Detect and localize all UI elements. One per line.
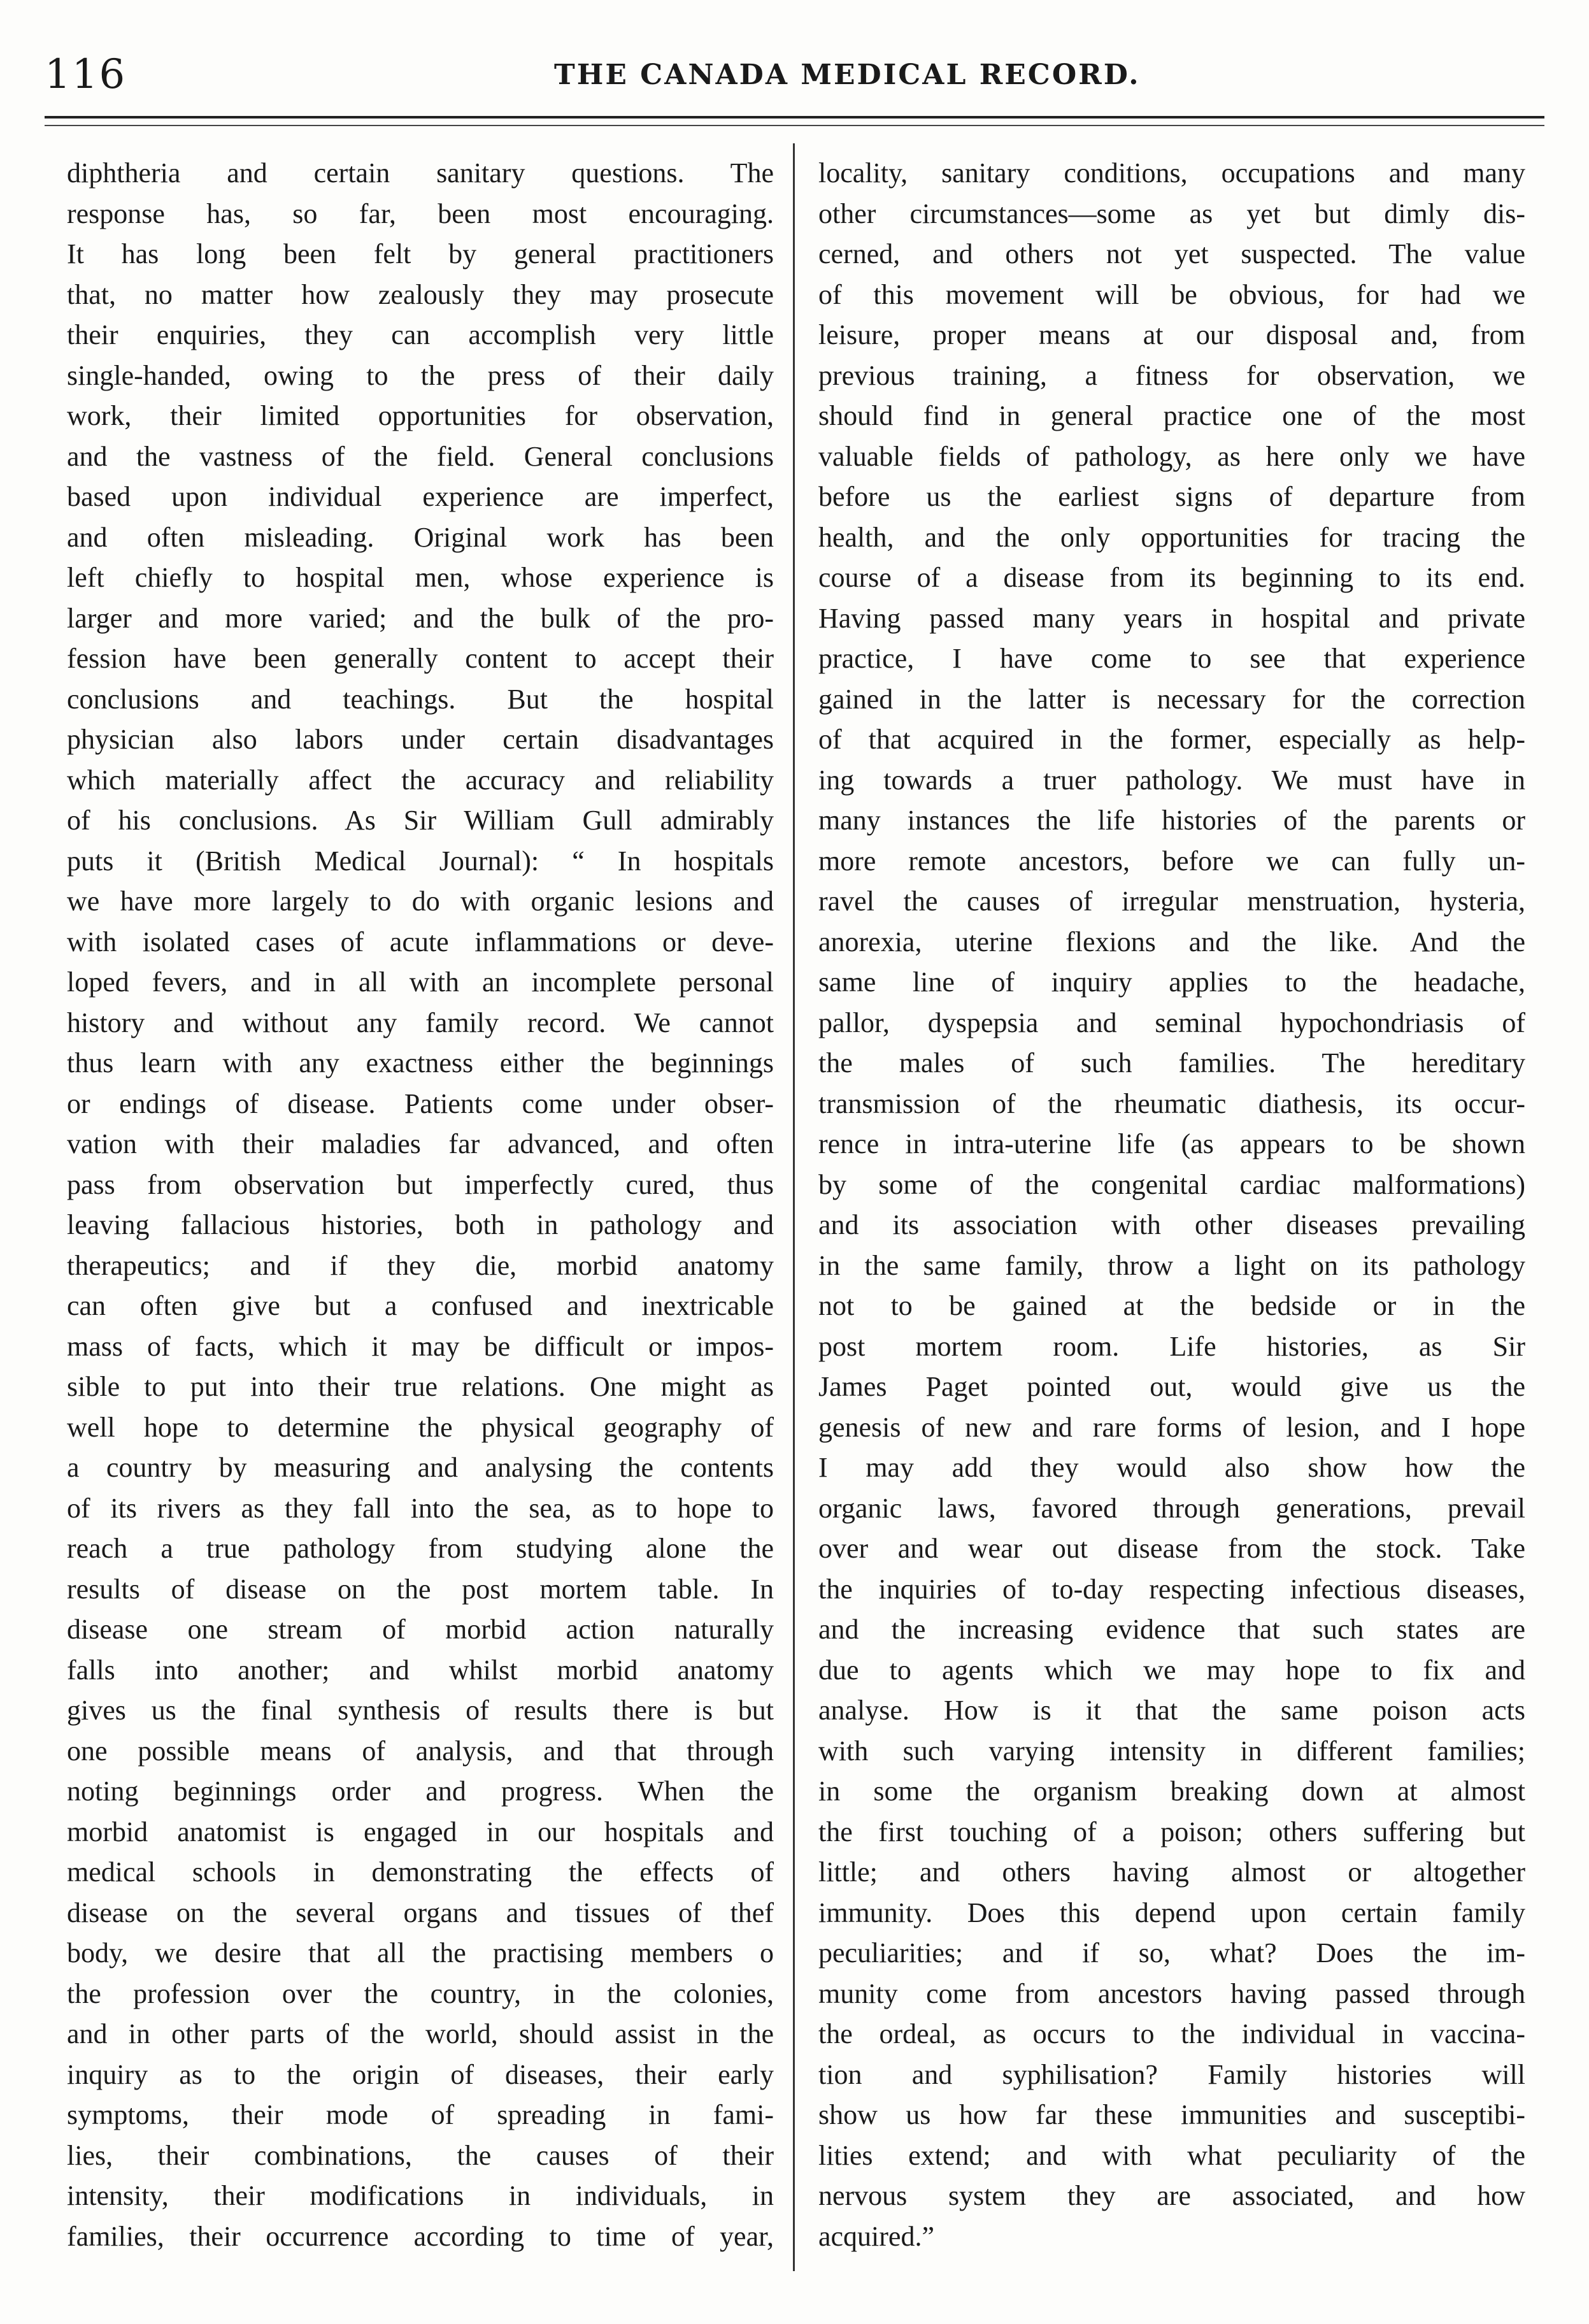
text-line: Having passed many years in hospital and private bbox=[818, 602, 1525, 634]
text-line: acquired.” bbox=[818, 2220, 934, 2252]
text-line: which materially affect the accuracy and reliability bbox=[67, 764, 774, 796]
text-line: due to agents which we may hope to fix and bbox=[818, 1654, 1525, 1686]
text-line: James Paget pointed out, would give us the bbox=[818, 1371, 1525, 1402]
text-line: many instances the life histories of the parents or bbox=[818, 805, 1525, 836]
text-line: loped fevers, and in all with an incomplete personal bbox=[67, 966, 774, 998]
text-line: noting beginnings order and progress. When the bbox=[67, 1775, 774, 1807]
text-line: therapeutics; and if they die, morbid anatomy bbox=[67, 1249, 774, 1281]
text-line: health, and the only opportunities for tracing the bbox=[818, 521, 1525, 553]
text-line: well hope to determine the physical geography of bbox=[67, 1411, 774, 1443]
text-line: families, their occurrence according to time of year, bbox=[67, 2220, 774, 2252]
text-line: history and without any family record. We cannot bbox=[67, 1007, 774, 1038]
text-line: course of a disease from its beginning to its end. bbox=[818, 562, 1525, 593]
text-line: a country by measuring and analysing the contents bbox=[67, 1452, 774, 1483]
text-line: little; and others having almost or altogether bbox=[818, 1856, 1525, 1888]
text-line: rence in intra-uterine life (as appears to be shown bbox=[818, 1128, 1525, 1159]
text-line: cerned, and others not yet suspected. The value bbox=[818, 238, 1525, 269]
text-line: diphtheria and certain sanitary questions. The bbox=[67, 157, 774, 189]
text-line: or endings of disease. Patients come under obser- bbox=[67, 1087, 774, 1119]
text-line: leaving fallacious histories, both in pathology and bbox=[67, 1209, 774, 1240]
text-line: conclusions and teachings. But the hospital bbox=[67, 683, 774, 715]
text-line: that, no matter how zealously they may prosecute bbox=[67, 278, 774, 310]
text-line: leisure, proper means at our disposal and, from bbox=[818, 319, 1525, 350]
text-line: sible to put into their true relations. One might as bbox=[67, 1371, 774, 1402]
text-line: show us how far these immunities and susceptibi- bbox=[818, 2099, 1525, 2130]
text-line: with isolated cases of acute inflammations or deve- bbox=[67, 926, 774, 958]
text-line: with such varying intensity in different families; bbox=[818, 1735, 1525, 1767]
text-line: post mortem room. Life histories, as Sir bbox=[818, 1330, 1525, 1362]
text-line: falls into another; and whilst morbid anatomy bbox=[67, 1654, 774, 1686]
text-line: and often misleading. Original work has been bbox=[67, 521, 774, 553]
text-line: valuable fields of pathology, as here only we have bbox=[818, 440, 1525, 472]
text-line: can often give but a confused and inextricable bbox=[67, 1290, 774, 1321]
text-line: morbid anatomist is engaged in our hospitals and bbox=[67, 1816, 774, 1847]
text-line: should find in general practice one of the most bbox=[818, 400, 1525, 431]
text-line: physician also labors under certain disadvantages bbox=[67, 724, 774, 755]
text-line: practice, I have come to see that experience bbox=[818, 643, 1525, 674]
text-line: ing towards a truer pathology. We must have in bbox=[818, 764, 1525, 796]
text-line: lies, their combinations, the causes of their bbox=[67, 2139, 774, 2171]
text-line: organic laws, favored through generations, prevail bbox=[818, 1492, 1525, 1524]
text-line: the profession over the country, in the colonies, bbox=[67, 1977, 774, 2009]
text-line: locality, sanitary conditions, occupations and many bbox=[818, 157, 1525, 189]
text-line: medical schools in demonstrating the effects of bbox=[67, 1856, 774, 1888]
text-line: fession have been generally content to accept their bbox=[67, 643, 774, 674]
text-line: thus learn with any exactness either the beginnings bbox=[67, 1047, 774, 1079]
text-line: over and wear out disease from the stock. Take bbox=[818, 1533, 1525, 1564]
text-line: disease one stream of morbid action naturally bbox=[67, 1614, 774, 1645]
text-line: transmission of the rheumatic diathesis, its occur- bbox=[818, 1087, 1525, 1119]
text-line: single-handed, owing to the press of their daily bbox=[67, 359, 774, 391]
article-body bbox=[67, 153, 1525, 2268]
text-line: genesis of new and rare forms of lesion, and I hope bbox=[818, 1411, 1525, 1443]
text-line: peculiarities; and if so, what? Does the im- bbox=[818, 1937, 1525, 1969]
text-line: anorexia, uterine flexions and the like. And the bbox=[818, 926, 1525, 958]
text-line: lities extend; and with what peculiarity of the bbox=[818, 2139, 1525, 2171]
text-line: before us the earliest signs of departure from bbox=[818, 481, 1525, 512]
text-line: response has, so far, been most encouraging. bbox=[67, 197, 774, 229]
text-line: of that acquired in the former, especially as help- bbox=[818, 724, 1525, 755]
text-line: work, their limited opportunities for observation, bbox=[67, 400, 774, 431]
text-line: nervous system they are associated, and how bbox=[818, 2180, 1525, 2211]
page-number: 116 bbox=[45, 51, 127, 98]
text-line: vation with their maladies far advanced, and often bbox=[67, 1128, 774, 1159]
page-header bbox=[45, 51, 1544, 108]
header-rule bbox=[45, 116, 1544, 118]
text-line: same line of inquiry applies to the headache, bbox=[818, 966, 1525, 998]
text-line: ravel the causes of irregular menstruation, hysteria, bbox=[818, 886, 1525, 917]
text-line: previous training, a fitness for observation, we bbox=[818, 359, 1525, 391]
text-line: results of disease on the post mortem table. In bbox=[67, 1573, 774, 1605]
text-line: gives us the final synthesis of results there is but bbox=[67, 1695, 774, 1726]
right-column bbox=[818, 153, 1525, 2268]
text-line: one possible means of analysis, and that through bbox=[67, 1735, 774, 1767]
text-line: pallor, dyspepsia and seminal hypochondriasis of bbox=[818, 1007, 1525, 1038]
text-line: other circumstances—some as yet but dimly dis- bbox=[818, 197, 1525, 229]
text-line: the ordeal, as occurs to the individual in vaccina- bbox=[818, 2018, 1525, 2049]
text-line: of its rivers as they fall into the sea, as to hope to bbox=[67, 1492, 774, 1524]
text-line: gained in the latter is necessary for the correction bbox=[818, 683, 1525, 715]
text-line: and the vastness of the field. General conclusions bbox=[67, 440, 774, 472]
text-line: immunity. Does this depend upon certain family bbox=[818, 1897, 1525, 1928]
text-line: the first touching of a poison; others suffering but bbox=[818, 1816, 1525, 1847]
text-line: in the same family, throw a light on its pathology bbox=[818, 1249, 1525, 1281]
text-line: tion and syphilisation? Family histories will bbox=[818, 2058, 1525, 2090]
text-line: by some of the congenital cardiac malformations) bbox=[818, 1168, 1525, 1200]
text-line: of his conclusions. As Sir William Gull admirably bbox=[67, 805, 774, 836]
text-line: left chiefly to hospital men, whose experience is bbox=[67, 562, 774, 593]
text-line: puts it (British Medical Journal): “ In hospitals bbox=[67, 845, 774, 877]
text-line: not to be gained at the bedside or in the bbox=[818, 1290, 1525, 1321]
text-line: pass from observation but imperfectly cured, thus bbox=[67, 1168, 774, 1200]
text-line: of this movement will be obvious, for had we bbox=[818, 278, 1525, 310]
text-line: the inquiries of to-day respecting infectious diseases, bbox=[818, 1573, 1525, 1605]
text-line: more remote ancestors, before we can fully un- bbox=[818, 845, 1525, 877]
text-line: in some the organism breaking down at almost bbox=[818, 1775, 1525, 1807]
text-line: larger and more varied; and the bulk of the pro- bbox=[67, 602, 774, 634]
text-line: their enquiries, they can accomplish very little bbox=[67, 319, 774, 350]
text-line: mass of facts, which it may be difficult or impos- bbox=[67, 1330, 774, 1362]
text-line: I may add they would also show how the bbox=[818, 1452, 1525, 1483]
journal-title: THE CANADA MEDICAL RECORD. bbox=[554, 59, 1141, 91]
text-line: symptoms, their mode of spreading in fami- bbox=[67, 2099, 774, 2130]
text-line: reach a true pathology from studying alone the bbox=[67, 1533, 774, 1564]
text-line: based upon individual experience are imperfect, bbox=[67, 481, 774, 512]
text-line: and in other parts of the world, should assist in the bbox=[67, 2018, 774, 2049]
text-line: and its association with other diseases prevailing bbox=[818, 1209, 1525, 1240]
text-line: disease on the several organs and tissues of thef bbox=[67, 1897, 774, 1928]
text-line: intensity, their modifications in individuals, in bbox=[67, 2180, 774, 2211]
text-line: It has long been felt by general practitioners bbox=[67, 238, 774, 269]
text-line: the males of such families. The hereditary bbox=[818, 1047, 1525, 1079]
text-line: analyse. How is it that the same poison acts bbox=[818, 1695, 1525, 1726]
text-line: munity come from ancestors having passed through bbox=[818, 1977, 1525, 2009]
header-rule-secondary bbox=[45, 125, 1544, 126]
text-line: inquiry as to the origin of diseases, their early bbox=[67, 2058, 774, 2090]
text-line: and the increasing evidence that such states are bbox=[818, 1614, 1525, 1645]
left-column bbox=[67, 153, 774, 2268]
text-line: body, we desire that all the practising members o bbox=[67, 1937, 774, 1969]
text-line: we have more largely to do with organic lesions and bbox=[67, 886, 774, 917]
